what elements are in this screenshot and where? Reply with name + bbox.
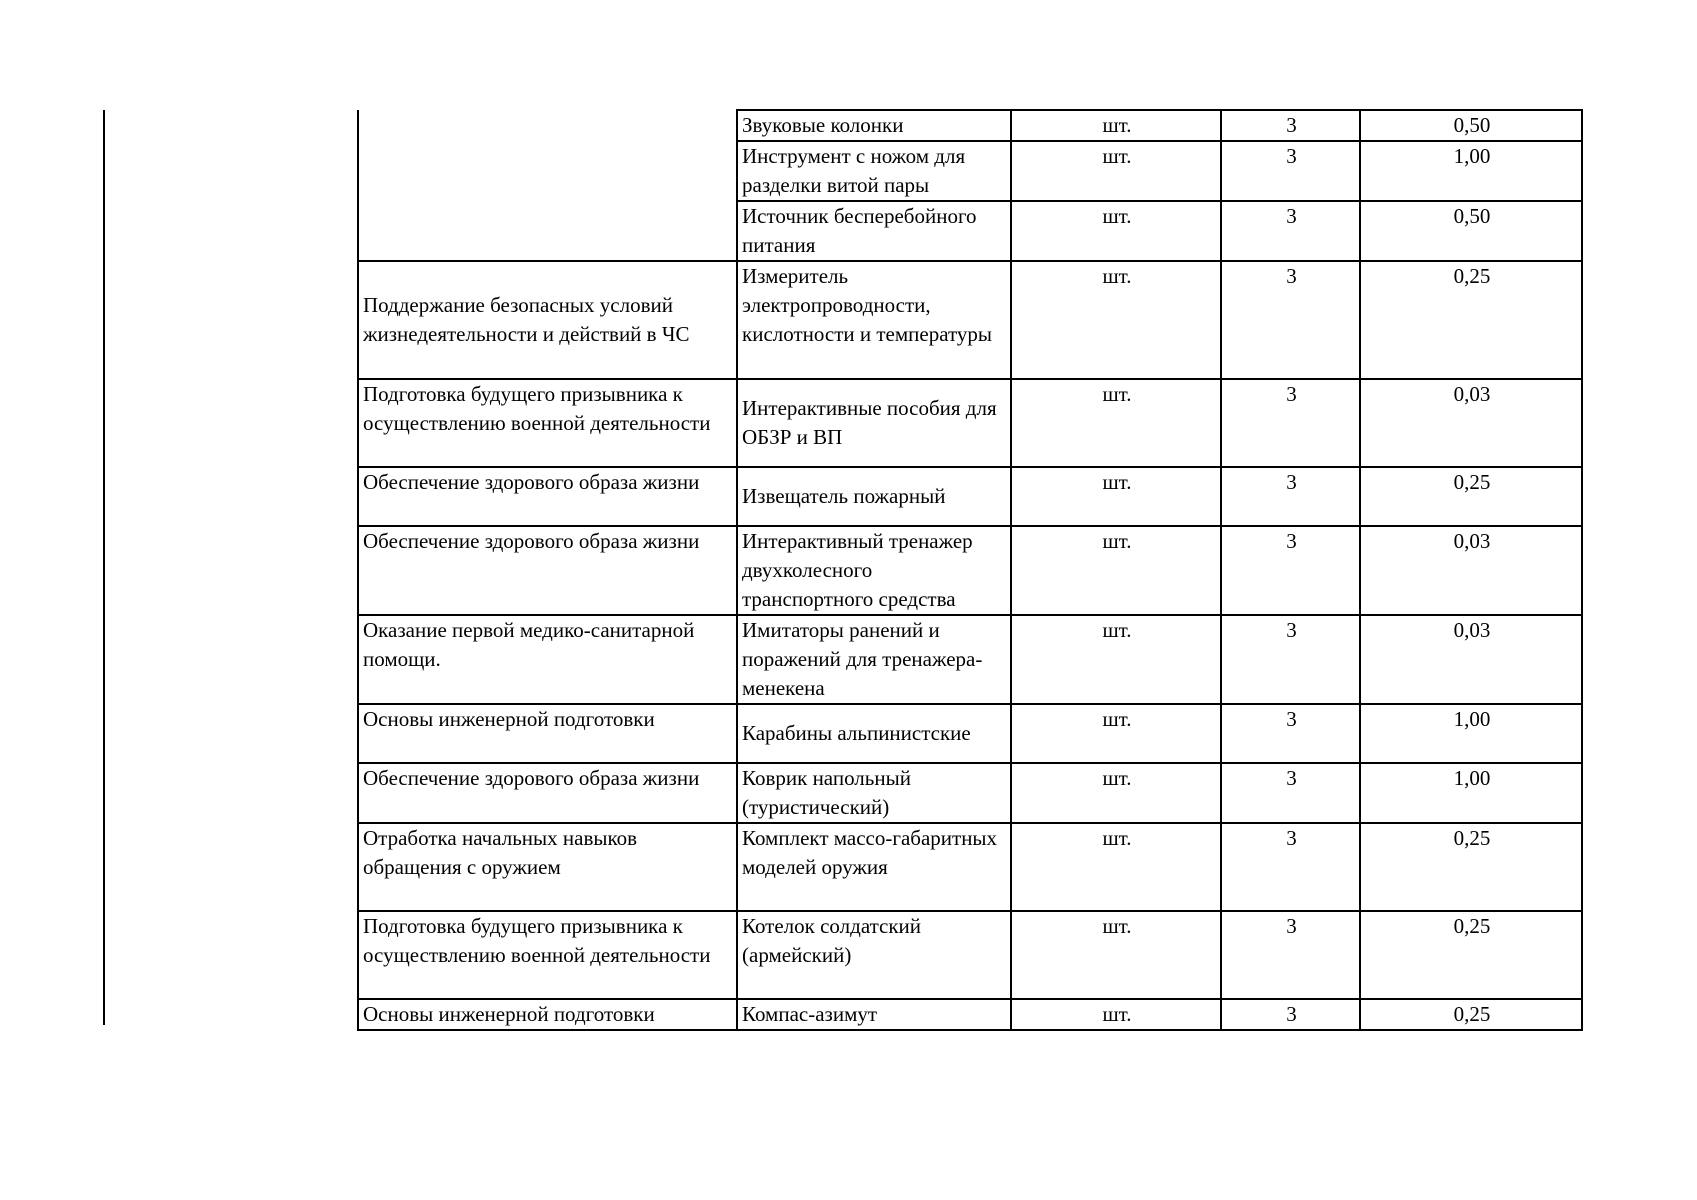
table-cell-norm: 1,00 (1360, 763, 1582, 823)
table-cell-item: Извещатель пожарный (737, 467, 1011, 526)
table-cell-unit: шт. (1011, 704, 1221, 763)
table-cell-norm: 1,00 (1360, 704, 1582, 763)
table-cell-item: Котелок солдатский (армейский) (737, 911, 1011, 999)
table-cell-unit: шт. (1011, 110, 1221, 141)
equipment-table (357, 109, 1583, 1031)
table-cell-unit: шт. (1011, 999, 1221, 1030)
table-cell-qty: 3 (1221, 823, 1360, 911)
table-cell-topic: Подготовка будущего призывника к осуществлению военной деятельности (358, 911, 737, 999)
table-cell-topic: Обеспечение здорового образа жизни (358, 763, 737, 823)
table-cell-norm: 0,25 (1360, 911, 1582, 999)
table-cell-item: Комплект массо-габаритных моделей оружия (737, 823, 1011, 911)
table-cell-norm: 0,03 (1360, 615, 1582, 704)
table-cell-norm: 0,25 (1360, 261, 1582, 379)
table-cell-qty: 3 (1221, 141, 1360, 201)
table-row (358, 911, 1582, 999)
table-row (358, 615, 1582, 704)
table-cell-qty: 3 (1221, 467, 1360, 526)
table-cell-norm: 0,25 (1360, 999, 1582, 1030)
table-cell-topic: Отработка начальных навыков обращения с оружием (358, 823, 737, 911)
table-cell-qty: 3 (1221, 261, 1360, 379)
table-cell-item: Звуковые колонки (737, 110, 1011, 141)
table-row (358, 526, 1582, 615)
table-cell-topic: Обеспечение здорового образа жизни (358, 526, 737, 615)
table-row (358, 999, 1582, 1030)
table-cell-unit: шт. (1011, 141, 1221, 201)
table-cell-item: Интерактивные пособия для ОБЗР и ВП (737, 379, 1011, 467)
table-cell-norm: 0,25 (1360, 823, 1582, 911)
table-cell-qty: 3 (1221, 615, 1360, 704)
table-cell-qty: 3 (1221, 911, 1360, 999)
table-cell-item: Измеритель электропроводности, кислотности и температуры (737, 261, 1011, 379)
table-cell-unit: шт. (1011, 615, 1221, 704)
table-cell-unit: шт. (1011, 763, 1221, 823)
table-cell-item: Карабины альпинистские (737, 704, 1011, 763)
table-cell-unit: шт. (1011, 911, 1221, 999)
table-cell-item: Интерактивный тренажер двухколесного транспортного средства (737, 526, 1011, 615)
table-cell-norm: 0,03 (1360, 379, 1582, 467)
table-row (358, 467, 1582, 526)
table-cell-unit: шт. (1011, 379, 1221, 467)
table-cell-norm: 0,50 (1360, 201, 1582, 261)
table-cell-item: Имитаторы ранений и поражений для тренажера-менекена (737, 615, 1011, 704)
table-cell-item: Источник бесперебойного питания (737, 201, 1011, 261)
table-cell-topic (358, 110, 737, 261)
table-cell-topic: Поддержание безопасных условий жизнедеятельности и действий в ЧС (358, 261, 737, 379)
table-cell-qty: 3 (1221, 999, 1360, 1030)
table-cell-norm: 0,50 (1360, 110, 1582, 141)
table-cell-unit: шт. (1011, 201, 1221, 261)
table-cell-topic: Обеспечение здорового образа жизни (358, 467, 737, 526)
table-cell-qty: 3 (1221, 379, 1360, 467)
table-cell-qty: 3 (1221, 201, 1360, 261)
table-cell-unit: шт. (1011, 467, 1221, 526)
table-cell-norm: 1,00 (1360, 141, 1582, 201)
table-cell-item: Компас-азимут (737, 999, 1011, 1030)
table-cell-unit: шт. (1011, 261, 1221, 379)
table-cell-topic: Основы инженерной подготовки (358, 704, 737, 763)
table-cell-qty: 3 (1221, 763, 1360, 823)
table-row (358, 704, 1582, 763)
table-cell-unit: шт. (1011, 526, 1221, 615)
table-row (358, 379, 1582, 467)
table-cell-topic: Основы инженерной подготовки (358, 999, 737, 1030)
table-row (358, 763, 1582, 823)
table-cell-item: Коврик напольный (туристический) (737, 763, 1011, 823)
table-cell-item: Инструмент с ножом для разделки витой пары (737, 141, 1011, 201)
table-cell-qty: 3 (1221, 704, 1360, 763)
left-border-line (103, 110, 105, 1025)
table-cell-qty: 3 (1221, 110, 1360, 141)
table-row (358, 261, 1582, 379)
table-row (358, 823, 1582, 911)
table-cell-norm: 0,25 (1360, 467, 1582, 526)
table-cell-unit: шт. (1011, 823, 1221, 911)
table-cell-topic: Оказание первой медико-санитарной помощи. (358, 615, 737, 704)
table-cell-topic: Подготовка будущего призывника к осуществлению военной деятельности (358, 379, 737, 467)
table-cell-norm: 0,03 (1360, 526, 1582, 615)
table-row (358, 110, 1582, 141)
table-cell-qty: 3 (1221, 526, 1360, 615)
